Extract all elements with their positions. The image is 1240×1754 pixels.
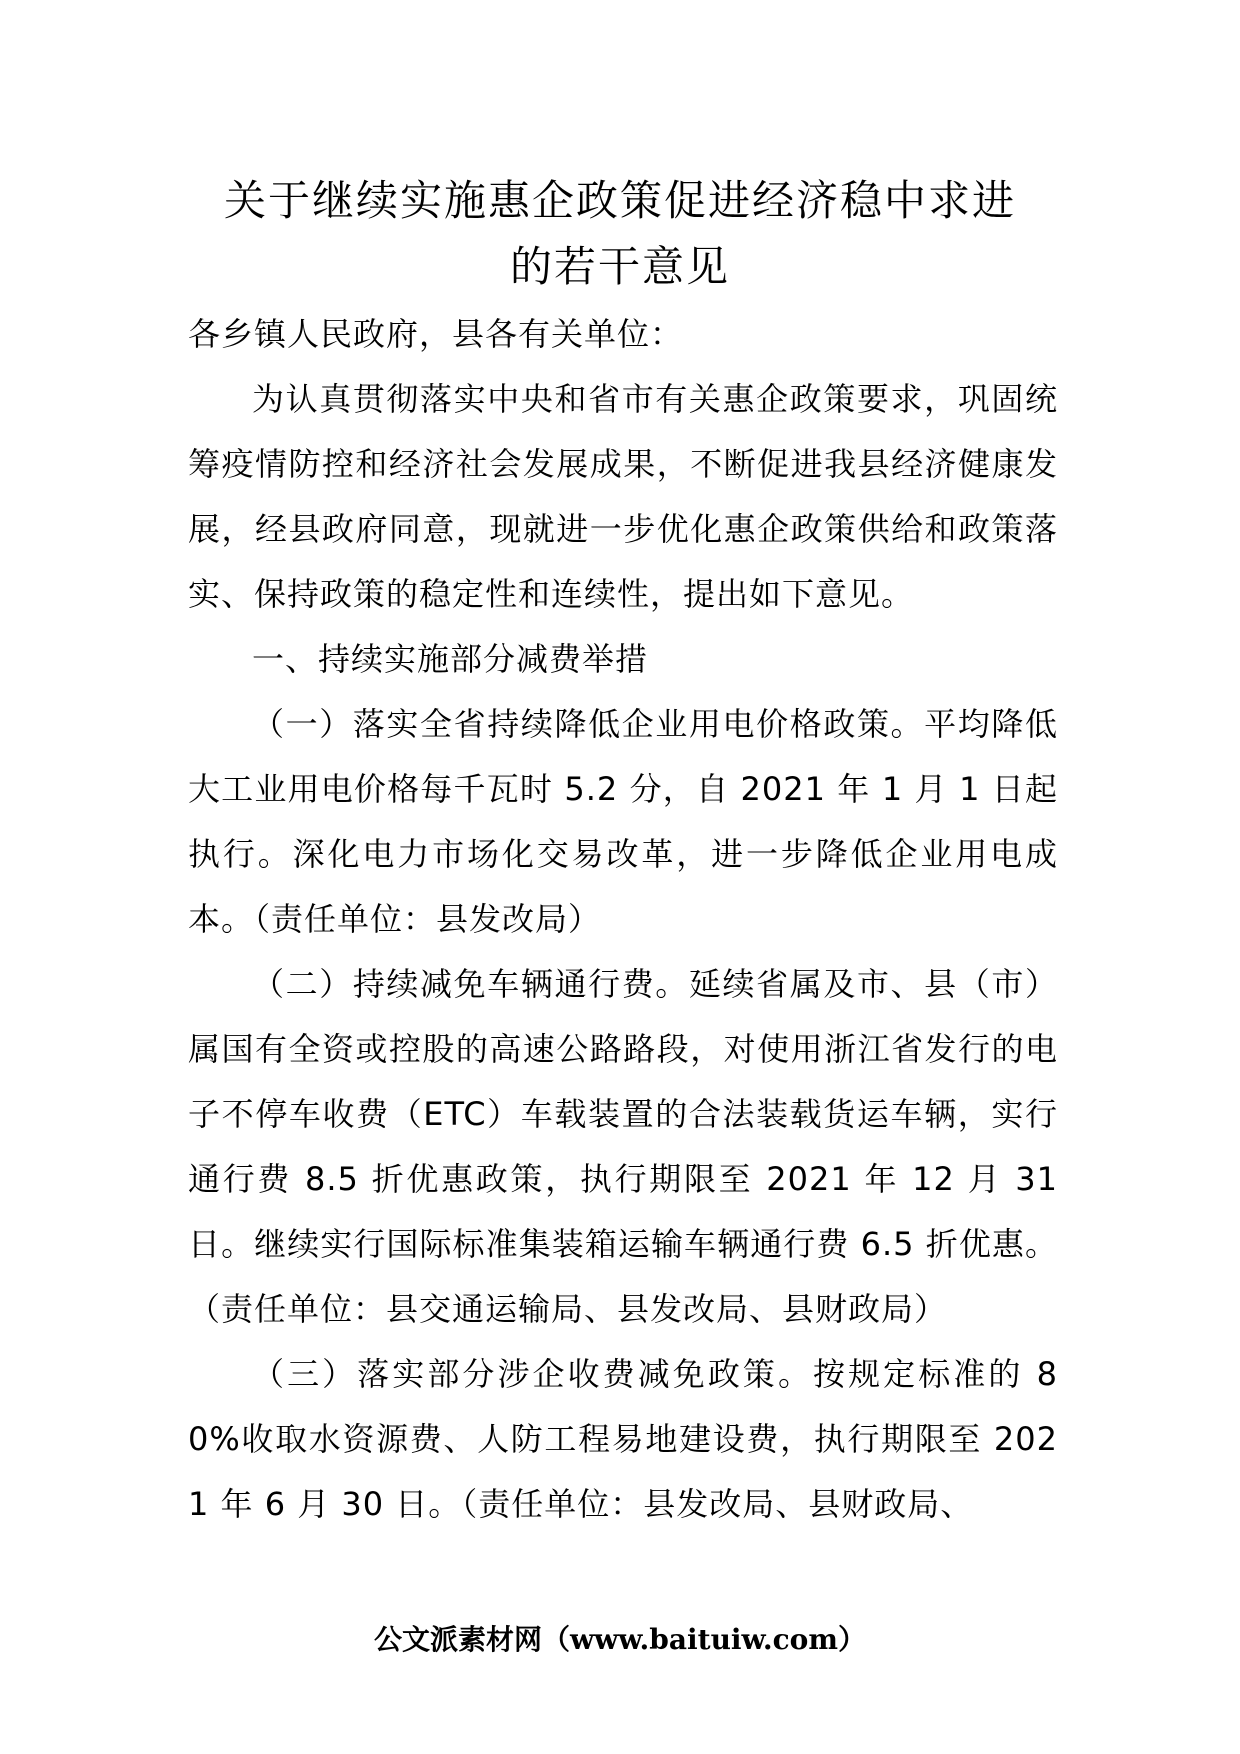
paragraph-intro: 为认真贯彻落实中央和省市有关惠企政策要求，巩固统筹疫情防控和经济社会发展成果，不断促进我县经济健康发展，经县政府同意，现就进一步优化惠企政策供给和政策落实、保持政策的稳定性和连续性，提出如下意见。 <box>188 380 1058 613</box>
footer-watermark: 公文派素材网（www.baituiw.com） <box>374 1623 866 1656</box>
salutation: 各乡镇人民政府，县各有关单位： <box>188 315 684 353</box>
document-title-line-1: 关于继续实施惠企政策促进经济稳中求进 <box>223 176 1016 225</box>
section-heading-1: 一、持续实施部分减费举措 <box>252 640 649 678</box>
document-body <box>188 302 1058 1537</box>
paragraph-item-2: （二）持续减免车辆通行费。延续省属及市、县（市）属国有全资或控股的高速公路路段，对使用浙江省发行的电子不停车收费（ETC）车载装置的合法装载货运车辆，实行通行费 8.5 折优惠政策，执行期限至 2021 年 12 月 31 日。继续实行国际标准集装箱运输车辆通行费 6.5 折优惠。（责任单位：县交通运输局、县发改局、县财政局） <box>188 965 1058 1328</box>
document-title-line-2: 的若干意见 <box>509 242 730 291</box>
paragraph-item-3: （三）落实部分涉企收费减免政策。按规定标准的 80%收取水资源费、人防工程易地建设费，执行期限至 2021 年 6 月 30 日。（责任单位：县发改局、县财政局、 <box>188 1355 1058 1523</box>
paragraph-item-1: （一）落实全省持续降低企业用电价格政策。平均降低大工业用电价格每千瓦时 5.2 分，自 2021 年 1 月 1 日起执行。深化电力市场化交易改革，进一步降低企业用电成本。（责任单位：县发改局） <box>188 705 1058 938</box>
